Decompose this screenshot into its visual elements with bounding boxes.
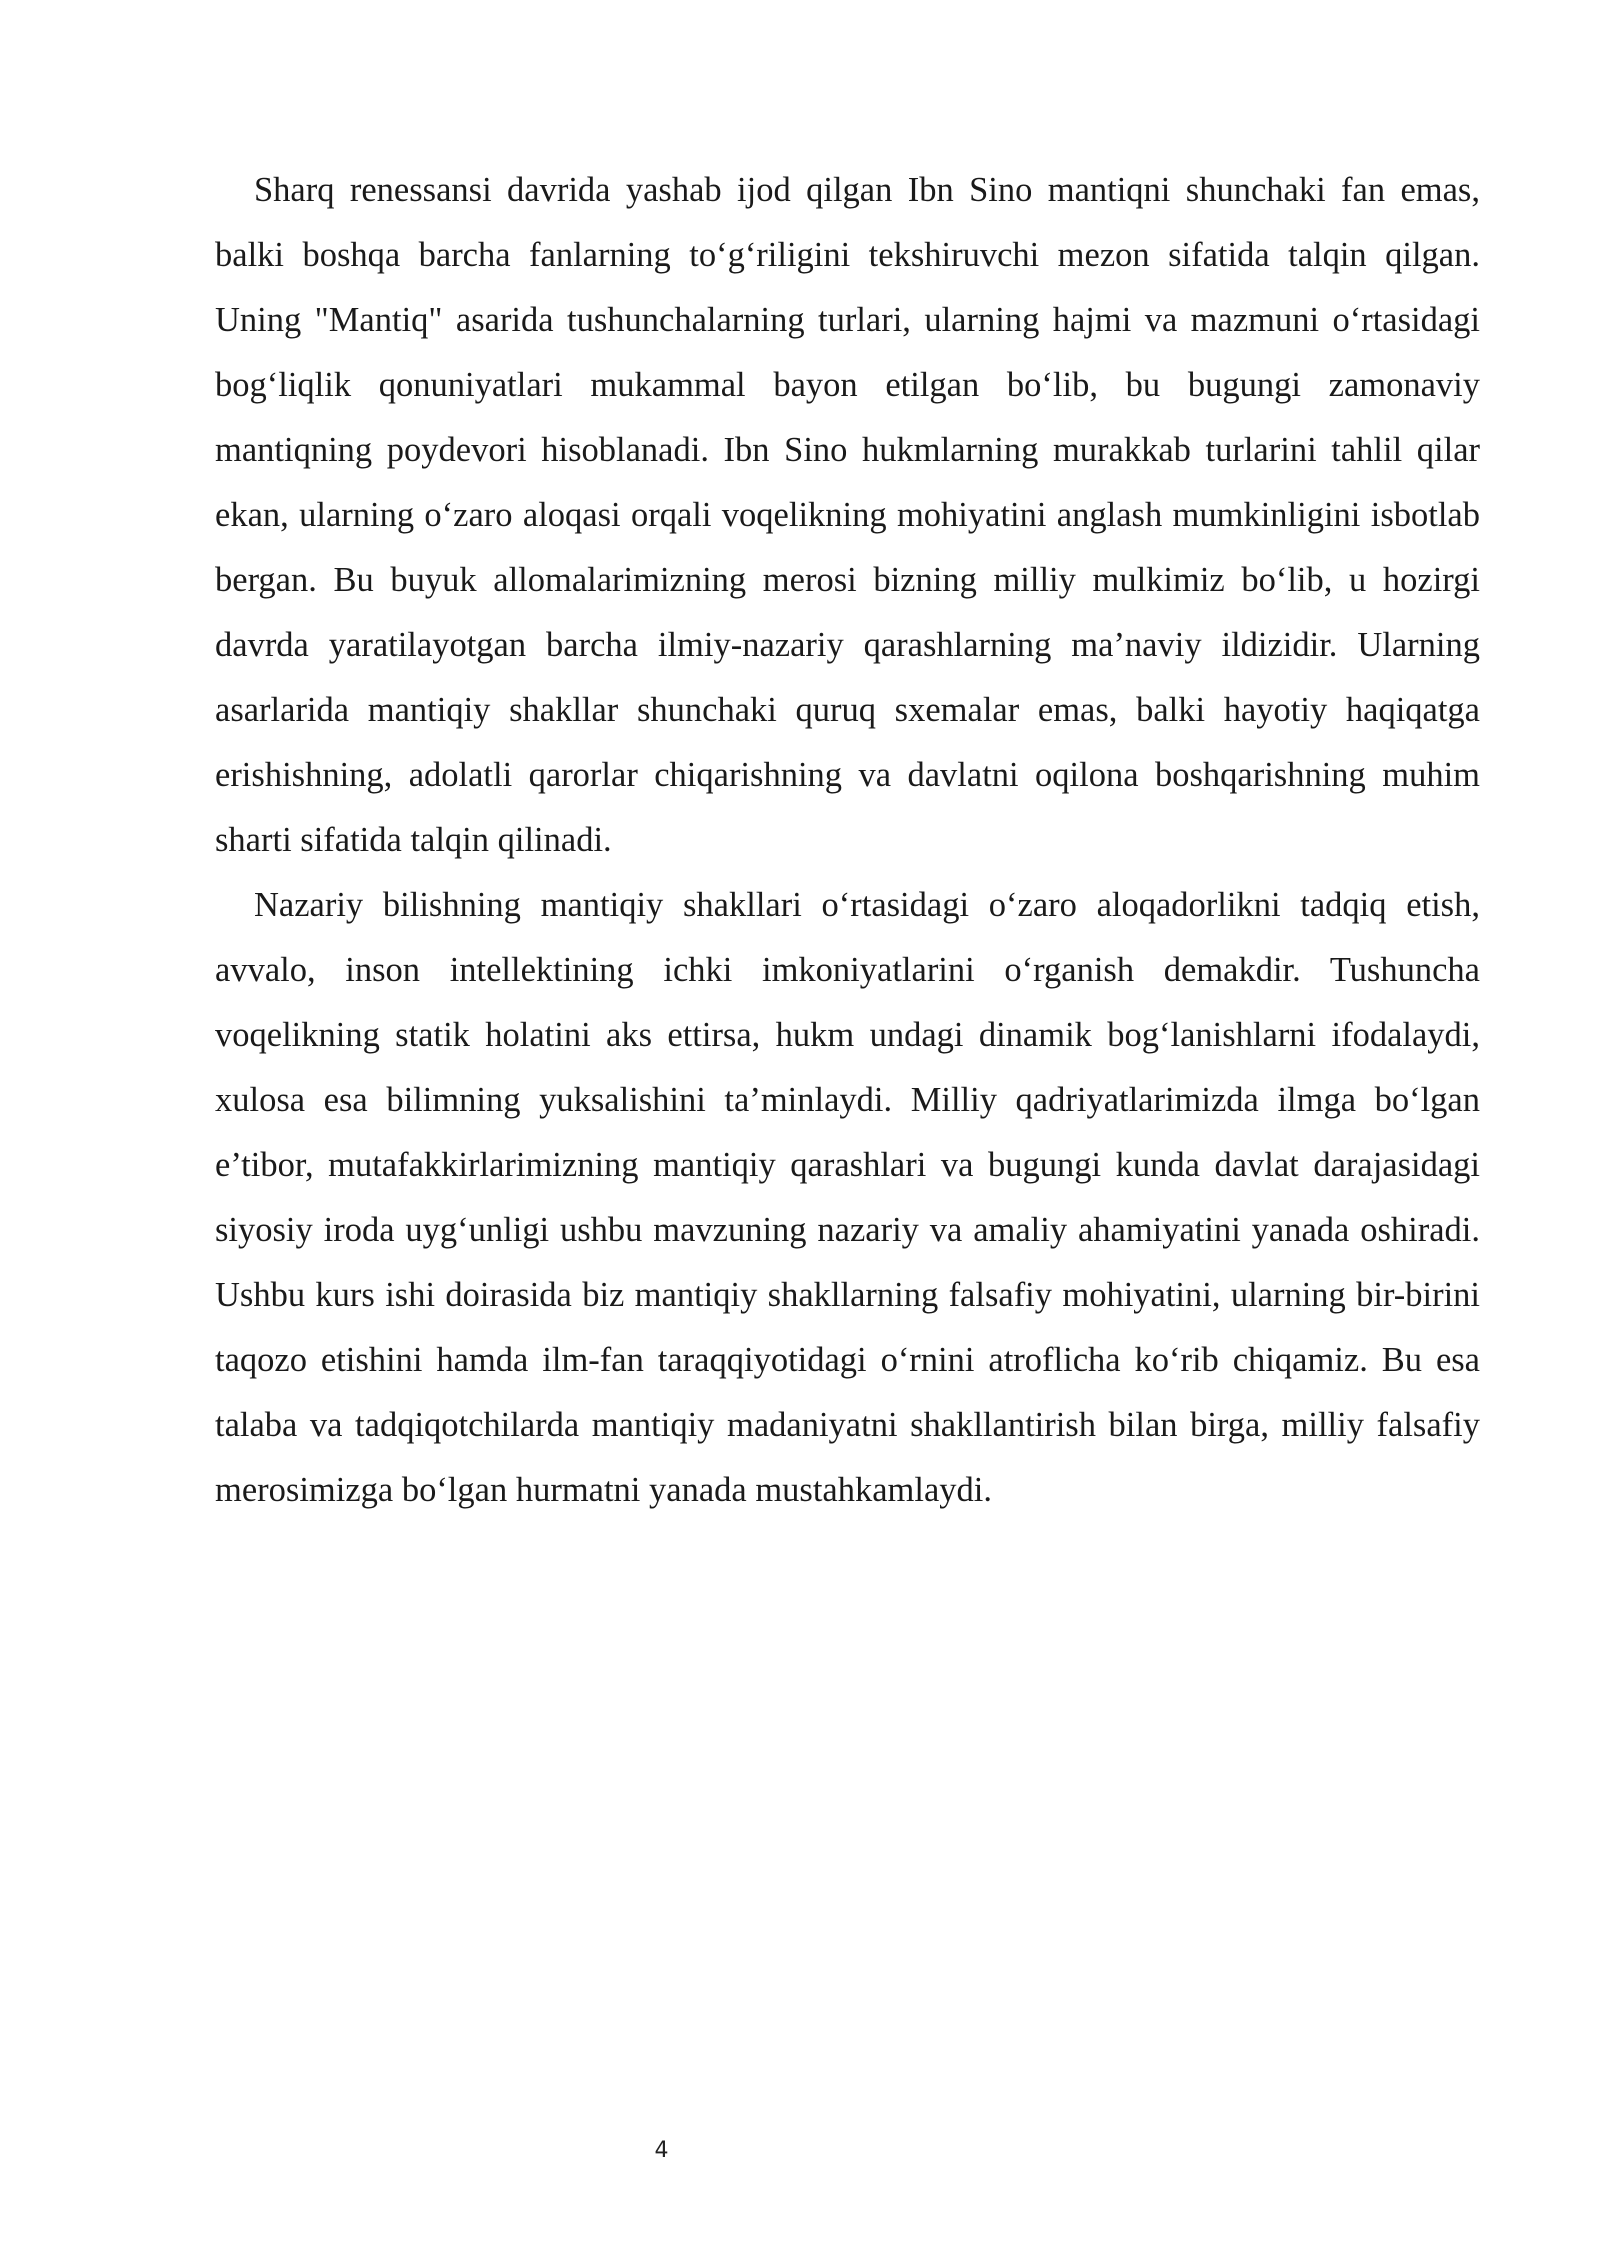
- document-body: [215, 158, 1480, 1523]
- paragraph-nazariy-bilish: Nazariy bilishning mantiqiy shakllari o‘rtasidagi o‘zaro aloqadorlikni tadqiq etish, avvalo, inson intellektining ichki imkoniyatlarini o‘rganish demakdir. Tushuncha voqelikning statik holatini aks ettirsa, hukm undagi dinamik bog‘lanishlarni ifodalaydi, xulosa esa bilimning yuksalishini ta’minlaydi. Milliy qadriyatlarimizda ilmga bo‘lgan e’tibor, mutafakkirlarimizning mantiqiy qarashlari va bugungi kunda davlat darajasidagi siyosiy iroda uyg‘unligi ushbu mavzuning nazariy va amaliy ahamiyatini yanada oshiradi. Ushbu kurs ishi doirasida biz mantiqiy shakllarning falsafiy mohiyatini, ularning bir-birini taqozo etishini hamda ilm-fan taraqqiyotidagi o‘rnini atroflicha ko‘rib chiqamiz. Bu esa talaba va tadqiqotchilarda mantiqiy madaniyatni shakllantirish bilan birga, milliy falsafiy merosimizga bo‘lgan hurmatni yanada mustahkamlaydi.: [215, 886, 1480, 1509]
- paragraph-ibn-sino: Sharq renessansi davrida yashab ijod qilgan Ibn Sino mantiqni shunchaki fan emas, balki boshqa barcha fanlarning to‘g‘riligini tekshiruvchi mezon sifatida talqin qilgan. Uning "Mantiq" asarida tushunchalarning turlari, ularning hajmi va mazmuni o‘rtasidagi bog‘liqlik qonuniyatlari mukammal bayon etilgan bo‘lib, bu bugungi zamonaviy mantiqning poydevori hisoblanadi. Ibn Sino hukmlarning murakkab turlarini tahlil qilar ekan, ularning o‘zaro aloqasi orqali voqelikning mohiyatini anglash mumkinligini isbotlab bergan. Bu buyuk allomalarimizning merosi bizning milliy mulkimiz bo‘lib, u hozirgi davrda yaratilayotgan barcha ilmiy-nazariy qarashlarning ma’naviy ildizidir. Ularning asarlarida mantiqiy shakllar shunchaki quruq sxemalar emas, balki hayotiy haqiqatga erishishning, adolatli qarorlar chiqarishning va davlatni oqilona boshqarishning muhim sharti sifatida talqin qilinadi.: [215, 171, 1480, 859]
- page-number: 4: [654, 2138, 669, 2163]
